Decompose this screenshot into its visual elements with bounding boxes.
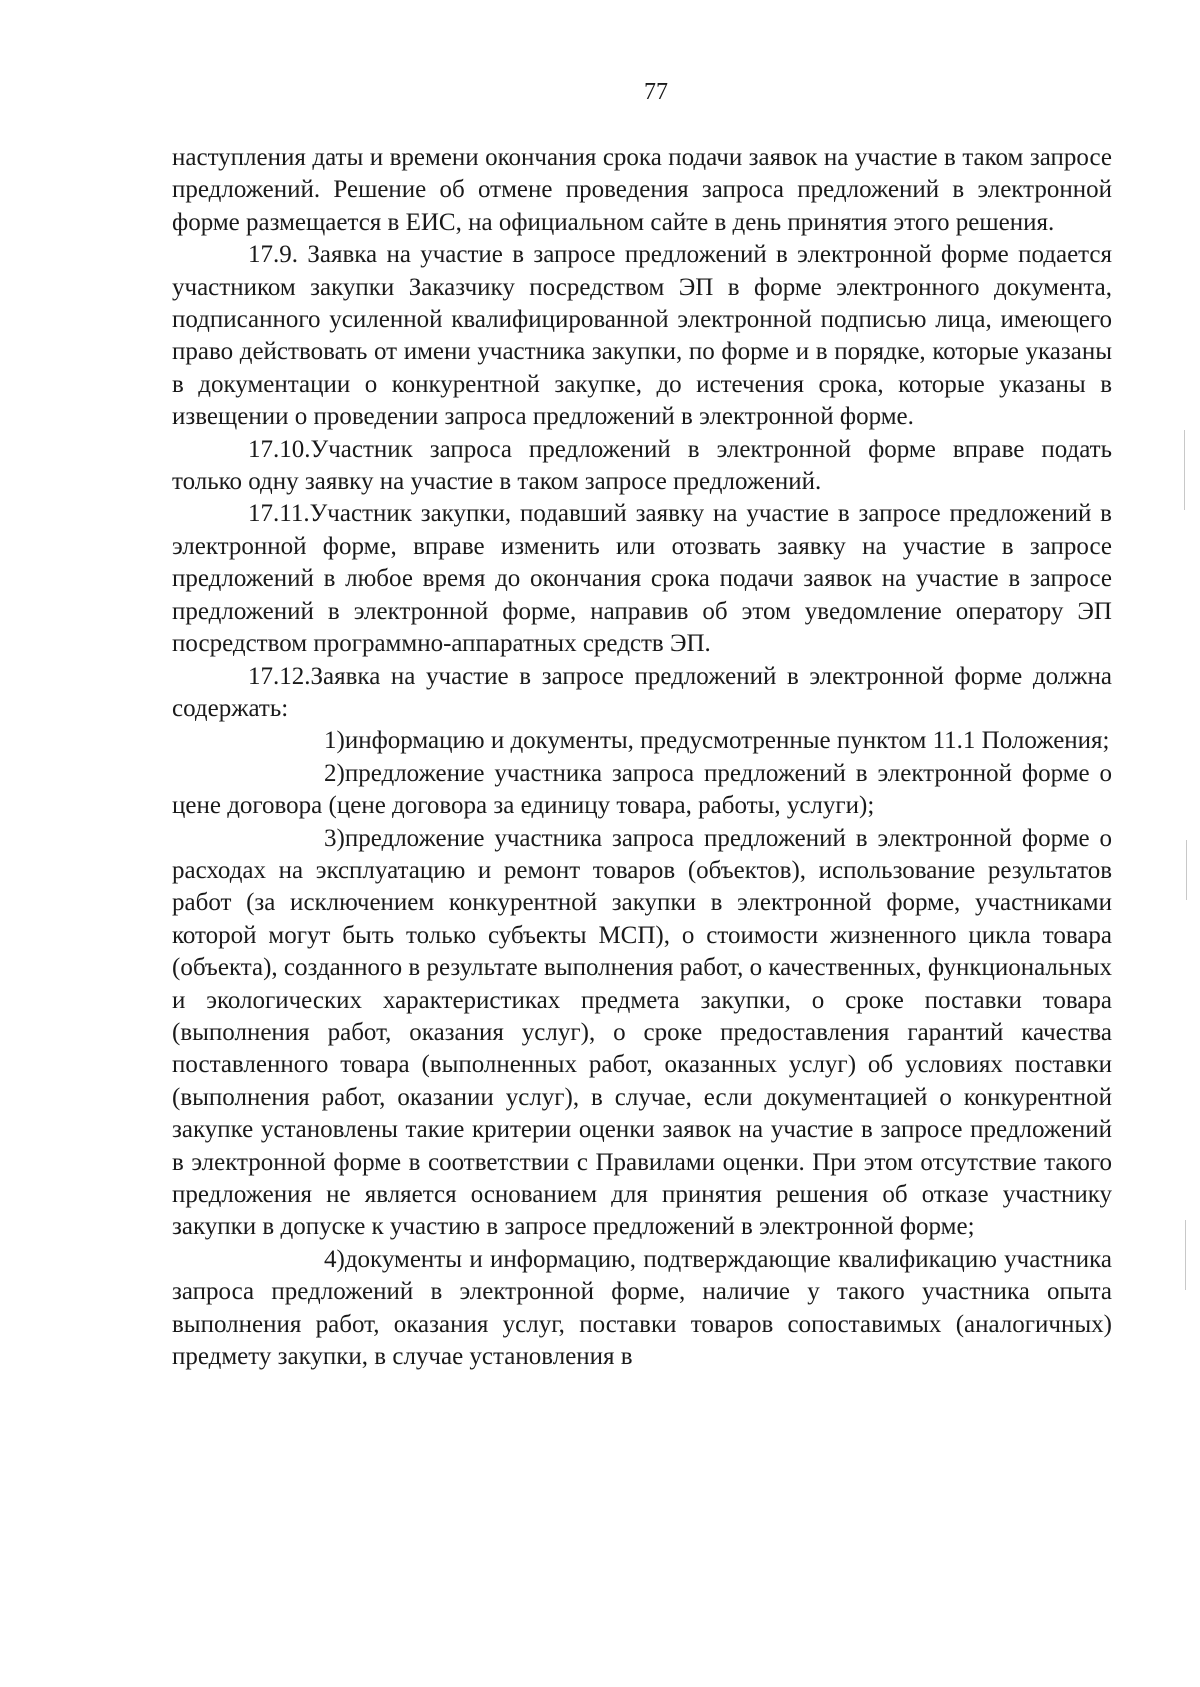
paragraph-17-12: 17.12.Заявка на участие в запросе предложений в электронной форме должна содержать: <box>172 662 1112 722</box>
list-item-text: предложение участника запроса предложений в электронной форме о расходах на эксплуатацию и ремонт товаров (объектов), использование результатов работ (за исключением конкурентной закупки в электронной форме, участниками которой могут быть только субъекты МСП), о стоимости жизненного цикла товара (объекта), созданного в результате выполнения работ, о качественных, функциональных и экологических характеристиках предмета закупки, о сроке поставки товара (выполнения работ, оказания услуг), о сроке предоставления гарантий качества поставленного товара (выполненных работ, оказанных услуг) об условиях поставки (выполнения работ, оказании услуг), в случае, если документацией о конкурентной закупке установлены такие критерии оценки заявок на участие в запросе предложений в электронной форме в соответствии с Правилами оценки. При этом отсутствие такого предложения не является основанием для принятия решения об отказе участнику закупки в допуске к участию в запросе предложений в электронной форме; <box>172 824 1112 1241</box>
list-item-text: информацию и документы, предусмотренные пунктом 11.1 Положения; <box>344 727 1110 755</box>
list-item-text: предложение участника запроса предложений в электронной форме о цене договора (цене договора за единицу товара, работы, услуги); <box>172 759 1112 820</box>
paragraph-17-9: 17.9. Заявка на участие в запросе предложений в электронной форме подается участником закупки Заказчику посредством ЭП в форме электронного документа, подписанного усиленной квалифицированной электронной подписью лица, имеющего право действовать от имени участника закупки, по форме и в порядке, которые указаны в документации о конкурентной закупке, до истечения срока, которые указаны в извещении о проведении запроса предложений в электронной форме. <box>172 241 1112 431</box>
list-item <box>172 823 1112 1244</box>
scan-edge-mark <box>1186 840 1187 900</box>
scan-edge-mark <box>1184 430 1185 510</box>
list-item-text: документы и информацию, подтверждающие квалификацию участника запроса предложений в электронной форме, наличие у такого участника опыта выполнения работ, оказания услуг, поставки товаров сопоставимых (аналогичных) предмету закупки, в случае установления в <box>172 1245 1112 1371</box>
paragraph-17-11: 17.11.Участник закупки, подавший заявку на участие в запросе предложений в электронной форме, вправе изменить или отозвать заявку на участие в запросе предложений в любое время до окончания срока подачи заявок на участие в запросе предложений в электронной форме, направив об этом уведомление оператору ЭП посредством программно-аппаратных средств ЭП. <box>172 500 1112 658</box>
page-number: 77 <box>644 79 668 105</box>
document-body <box>172 142 1112 1373</box>
list-item <box>172 1244 1112 1374</box>
list-item <box>172 758 1112 823</box>
scan-edge-mark <box>1185 1220 1186 1290</box>
list-item-number: 3) <box>324 824 345 852</box>
paragraph-continuation: наступления даты и времени окончания срока подачи заявок на участие в таком запросе предложений. Решение об отмене проведения запроса предложений в электронной форме размещается в ЕИС, на официальном сайте в день принятия этого решения. <box>172 144 1112 236</box>
list-item-number: 4) <box>324 1245 345 1273</box>
paragraph-17-10: 17.10.Участник запроса предложений в электронной форме вправе подать только одну заявку на участие в таком запросе предложений. <box>172 435 1112 496</box>
list-item-number: 2) <box>324 759 345 787</box>
list-item-number: 1) <box>324 727 345 755</box>
list-item <box>172 725 1112 757</box>
